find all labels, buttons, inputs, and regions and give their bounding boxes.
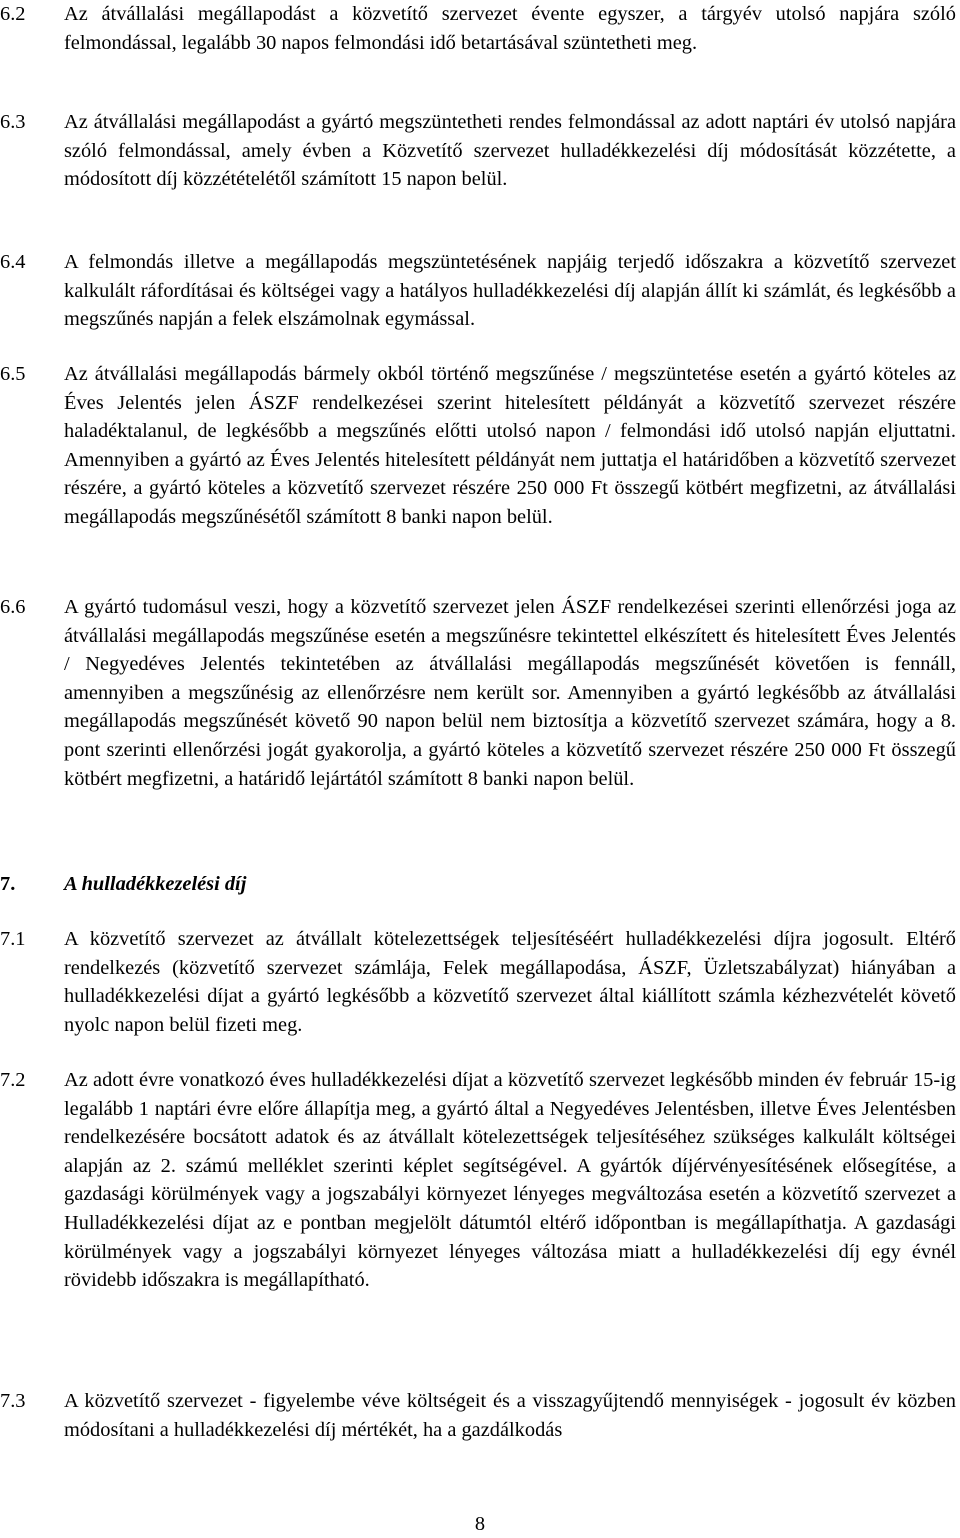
paragraph-text: A közvetítő szervezet az átvállalt kötelezettségek teljesítéséért hulladékkezelési díjra jogosult. Eltérő rendelkezés (közvetítő szervezet számlája, Felek megállapodása, ÁSZF, Üzletszabályzat) hiányában a hulladékkezelési díjat a gyártó legkésőbb a közvetítő szervezet által kiállított számla kézhezvételét követő nyolc napon belül fizeti meg.: [64, 928, 956, 1036]
paragraph-6-2: [0, 0, 960, 57]
paragraph-text: A gyártó tudomásul veszi, hogy a közvetítő szervezet jelen ÁSZF rendelkezései szerinti ellenőrzési joga az átvállalási megállapodás megszűnése esetén a megszűnésre tekintettel elkészített és hitelesített Éves Jelentés / Negyedéves Jelentés tekintetében az átvállalási megállapodás megszűnését követően is fennáll, amennyiben a megszűnésig az ellenőrzésre nem került sor. Amennyiben a gyártó legkésőbb az átvállalási megállapodás megszűnését követő 90 napon belül nem biztosítja a közvetítő szervezet számára, hogy a 8. pont szerinti ellenőrzési jogát gyakorolja, a gyártó köteles a közvetítő szervezet részére 250 000 Ft összegű kötbért megfizetni, a határidő lejártától számított 8 banki napon belül.: [64, 596, 956, 790]
section-number: 7.: [0, 873, 16, 895]
paragraph-number: 6.2: [0, 3, 26, 25]
paragraph-7-3: [0, 1387, 960, 1444]
paragraph-7-2: [0, 1066, 960, 1295]
paragraph-text: Az átvállalási megállapodást a gyártó megszüntetheti rendes felmondással az adott naptári év utolsó napjára szóló felmondással, amely évben a Közvetítő szervezet hulladékkezelési díj módosítását közzétette, a módosított díj közzétételétől számított 15 napon belül.: [64, 111, 956, 191]
paragraph-number: 7.3: [0, 1390, 26, 1412]
page-number: 8: [474, 1513, 486, 1535]
paragraph-6-4: [0, 248, 960, 334]
paragraph-number: 6.5: [0, 363, 26, 385]
section-title: A hulladékkezelési díj: [64, 873, 247, 895]
paragraph-text: Az átvállalási megállapodást a közvetítő szervezet évente egyszer, a tárgyév utolsó napjára szóló felmondással, legalább 30 napos felmondási idő betartásával szüntetheti meg.: [64, 3, 956, 54]
paragraph-6-5: [0, 360, 960, 532]
paragraph-text: Az átvállalási megállapodás bármely okból történő megszűnése / megszüntetése esetén a gyártó köteles az Éves Jelentés jelen ÁSZF rendelkezései szerint hitelesített példányát a közvetítő szervezet részére haladéktalanul, de legkésőbb a megszűnés előtti utolsó napon / felmondási idő utolsó napján eljuttatni. Amennyiben a gyártó az Éves Jelentés hitelesített példányát nem juttatja el határidőben a közvetítő szervezet részére, a gyártó köteles a közvetítő szervezet részére 250 000 Ft összegű kötbért megfizetni, az átvállalási megállapodás megszűnésétől számított 8 banki napon belül.: [64, 363, 956, 528]
paragraph-6-3: [0, 108, 960, 194]
section-heading: [0, 870, 960, 899]
paragraph-text: A közvetítő szervezet - figyelembe véve költségeit és a visszagyűjtendő mennyiségek - jogosult év közben módosítani a hulladékkezelési díj mértékét, ha a gazdálkodás: [64, 1390, 956, 1441]
paragraph-number: 6.4: [0, 251, 26, 273]
paragraph-number: 6.3: [0, 111, 26, 133]
paragraph-text: A felmondás illetve a megállapodás megszüntetésének napjáig terjedő időszakra a közvetítő szervezet kalkulált ráfordításai és költségei vagy a hatályos hulladékkezelési díj alapján állít ki számlát, és legkésőbb a megszűnés napján a felek elszámolnak egymással.: [64, 251, 956, 331]
paragraph-number: 7.2: [0, 1069, 26, 1091]
paragraph-text: Az adott évre vonatkozó éves hulladékkezelési díjat a közvetítő szervezet legkésőbb minden év február 15-ig legalább 1 naptári évre előre állapítja meg, a gyártó által a Negyedéves Jelentésben, illetve Éves Jelentésben rendelkezésére bocsátott adatok és az átvállalt kötelezettségek teljesítéséhez szükséges kalkulált költségei alapján az 2. számú melléklet szerinti képlet segítségével. A gyártók díjérvényesítésének elősegítése, a gazdasági körülmények vagy a jogszabályi környezet lényeges megváltozása esetén a közvetítő szervezet a Hulladékkezelési díjat az e pontban megjelölt dátumtól eltérő időpontban is megállapíthatja. A gazdasági körülmények vagy a jogszabályi környezet lényeges változása miatt a hulladékkezelési díj egy évnél rövidebb időszakra is megállapítható.: [64, 1069, 956, 1292]
paragraph-number: 6.6: [0, 596, 26, 618]
paragraph-7-1: [0, 925, 960, 1039]
paragraph-6-6: [0, 593, 960, 793]
paragraph-number: 7.1: [0, 928, 26, 950]
